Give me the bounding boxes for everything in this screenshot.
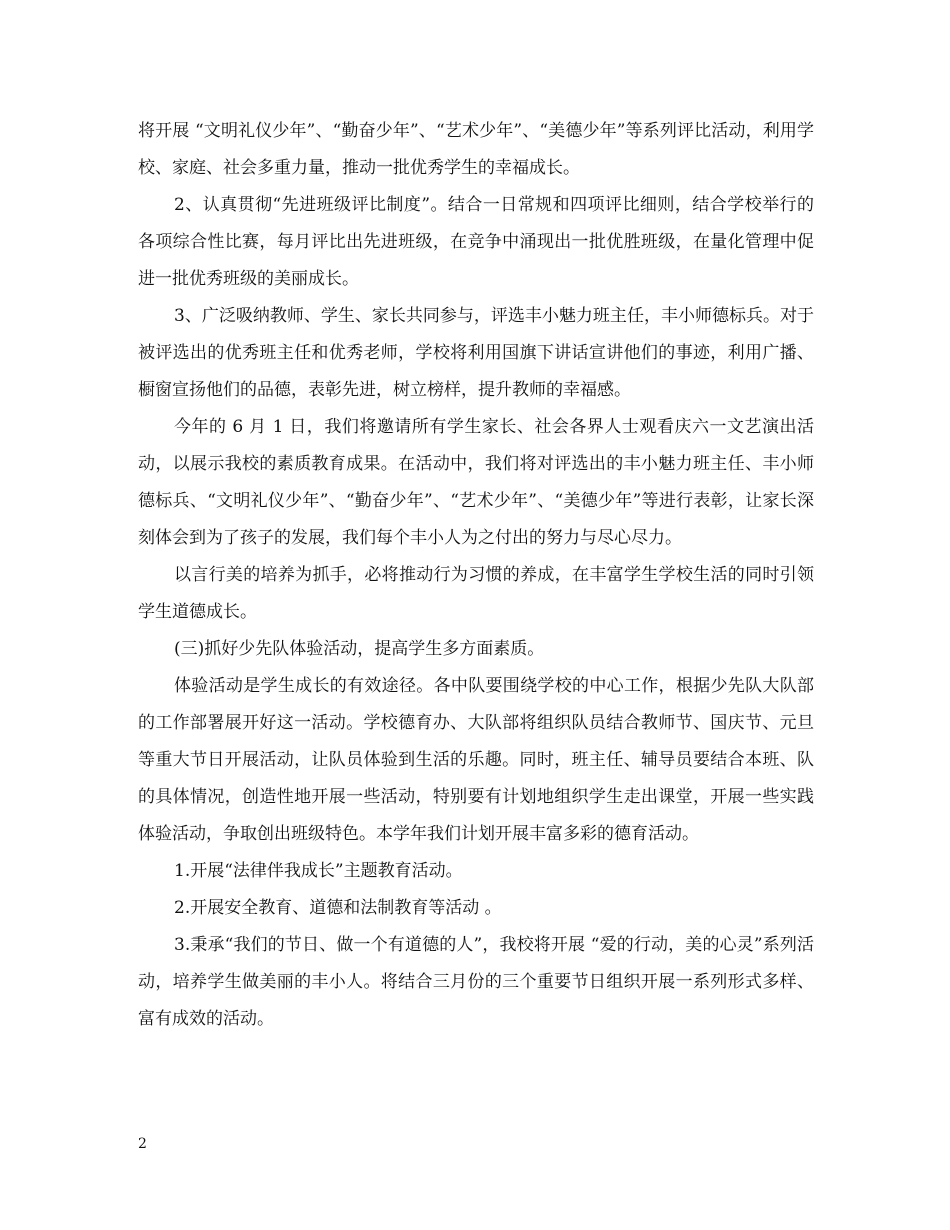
paragraph-4: 今年的 6 月 1 日，我们将邀请所有学生家长、社会各界人士观看庆六一文艺演出活动，以展示我校的素质教育成果。在活动中，我们将对评选出的丰小魅力班主任、丰小师德标兵、“文明礼仪少年”、“勤奋少年”、“艺术少年”、“美德少年”等进行表彰，让家长深刻体会到为了孩子的发展，我们每个丰小人为之付出的努力与尽心尽力。	[138, 417, 814, 548]
paragraph-1: 将开展 “文明礼仪少年”、“勤奋少年”、“艺术少年”、“美德少年”等系列评比活动，利用学校、家庭、社会多重力量，推动一批优秀学生的幸福成长。	[138, 121, 814, 178]
section-heading: (三)抓好少先队体验活动，提高学生多方面素质。	[174, 639, 545, 659]
paragraph-5: 以言行美的培养为抓手，必将推动行为习惯的养成，在丰富学生学校生活的同时引领学生道德成长。	[138, 565, 814, 622]
list-item-1: 1.开展“法律伴我成长”主题教育活动。	[174, 861, 463, 881]
paragraph-2: 2、认真贯彻“先进班级评比制度”。结合一日常规和四项评比细则，结合学校举行的各项综合性比赛，每月评比出先进班级，在竞争中涌现出一批优胜班级，在量化管理中促进一批优秀班级的美丽成长。	[138, 195, 814, 289]
paragraph-3: 3、广泛吸纳教师、学生、家长共同参与，评选丰小魅力班主任，丰小师德标兵。对于被评选出的优秀班主任和优秀老师，学校将利用国旗下讲话宣讲他们的事迹，利用广播、橱窗宣扬他们的品德，表彰先进，树立榜样，提升教师的幸福感。	[138, 306, 814, 400]
list-item-3: 3.秉承“我们的节日、做一个有道德的人”，我校将开展 “爱的行动，美的心灵”系列活动，培养学生做美丽的丰小人。将结合三月份的三个重要节日组织开展一系列形式多样、富有成效的活动。	[138, 935, 814, 1029]
document-body	[138, 113, 814, 1038]
paragraph-7: 体验活动是学生成长的有效途径。各中队要围绕学校的中心工作，根据少先队大队部的工作部署展开好这一活动。学校德育办、大队部将组织队员结合教师节、国庆节、元旦等重大节日开展活动，让队员体验到生活的乐趣。同时，班主任、辅导员要结合本班、队的具体情况，创造性地开展一些活动，特别要有计划地组织学生走出课堂，开展一些实践体验活动，争取创出班级特色。本学年我们计划开展丰富多彩的德育活动。	[138, 676, 814, 844]
page-number: 2	[138, 1136, 147, 1152]
list-item-2: 2.开展安全教育、道德和法制教育等活动 。	[174, 898, 502, 918]
